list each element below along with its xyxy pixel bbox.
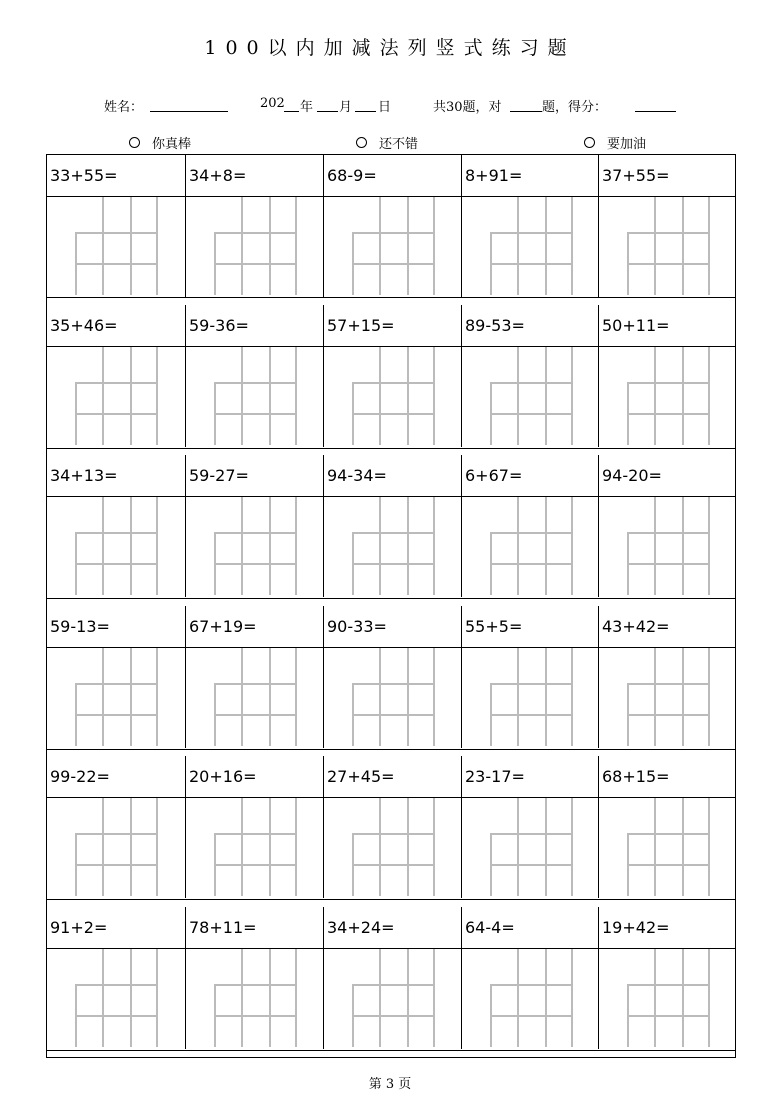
grid-line — [75, 232, 158, 234]
grid-line — [214, 683, 297, 685]
problem-cell — [47, 907, 185, 1049]
grid-line — [433, 648, 435, 746]
problem-text: 50+11= — [602, 316, 670, 335]
vertical-calc-grid[interactable] — [352, 648, 434, 746]
problem-cell — [323, 155, 461, 297]
grid-line — [102, 949, 104, 1047]
problem-text: 94-34= — [327, 466, 387, 485]
rating-option[interactable] — [584, 133, 646, 152]
grid-line — [490, 563, 573, 565]
problem-text: 91+2= — [50, 918, 108, 937]
grid-line — [352, 984, 435, 986]
row-separator — [47, 598, 735, 599]
problem-cell — [598, 455, 736, 597]
grid-line — [708, 648, 710, 746]
grid-line — [517, 197, 519, 295]
grid-line — [156, 197, 158, 295]
grid-line — [708, 949, 710, 1047]
grid-line — [352, 563, 435, 565]
grid-line — [295, 648, 297, 746]
year-blank[interactable] — [284, 111, 299, 112]
vertical-calc-grid[interactable] — [352, 197, 434, 295]
grid-line — [654, 949, 656, 1047]
circle-icon[interactable] — [356, 137, 367, 148]
problem-text: 78+11= — [189, 918, 257, 937]
problem-text: 33+55= — [50, 166, 118, 185]
problem-text: 27+45= — [327, 767, 395, 786]
rating-label: 你真棒 — [152, 137, 192, 152]
grid-line — [682, 648, 684, 746]
problem-cell — [185, 155, 323, 297]
problem-cell — [461, 305, 599, 447]
grid-line — [75, 984, 158, 986]
vertical-calc-grid[interactable] — [627, 798, 709, 896]
problem-cell — [323, 756, 461, 898]
problem-cell — [323, 305, 461, 447]
grid-line — [352, 232, 435, 234]
problem-cell — [598, 155, 736, 297]
problem-text: 55+5= — [465, 617, 523, 636]
grid-line — [517, 798, 519, 896]
grid-line — [571, 347, 573, 445]
correct-count-blank[interactable] — [510, 111, 542, 112]
grid-line — [379, 949, 381, 1047]
problem-text: 34+13= — [50, 466, 118, 485]
day-label: 日 — [378, 100, 392, 115]
grid-line — [75, 864, 158, 866]
grid-line — [654, 798, 656, 896]
grid-line — [75, 563, 158, 565]
grid-line — [545, 347, 547, 445]
grid-line — [490, 864, 573, 866]
grid-line — [571, 197, 573, 295]
grid-line — [379, 648, 381, 746]
grid-line — [545, 197, 547, 295]
grid-line — [241, 347, 243, 445]
problem-cell — [461, 455, 599, 597]
vertical-calc-grid[interactable] — [490, 497, 572, 595]
vertical-calc-grid[interactable] — [490, 347, 572, 445]
grid-line — [627, 714, 710, 716]
vertical-calc-grid[interactable] — [627, 648, 709, 746]
problem-cell — [461, 606, 599, 748]
student-info-row — [0, 96, 780, 116]
problem-cell — [47, 455, 185, 597]
vertical-calc-grid[interactable] — [352, 949, 434, 1047]
grid-line — [682, 949, 684, 1047]
grid-line — [708, 497, 710, 595]
grid-line — [545, 497, 547, 595]
problem-row — [47, 907, 735, 1049]
grid-line — [241, 798, 243, 896]
grid-line — [407, 197, 409, 295]
grid-line — [352, 413, 435, 415]
grid-line — [295, 347, 297, 445]
grid-line — [130, 347, 132, 445]
grid-line — [352, 1015, 435, 1017]
month-blank[interactable] — [317, 111, 338, 112]
grid-line — [654, 497, 656, 595]
problem-cell — [598, 907, 736, 1049]
grid-line — [130, 798, 132, 896]
grid-line — [75, 532, 158, 534]
problem-row — [47, 606, 735, 748]
grid-line — [407, 347, 409, 445]
vertical-calc-grid[interactable] — [214, 949, 296, 1047]
grid-line — [545, 949, 547, 1047]
problem-text: 89-53= — [465, 316, 525, 335]
problem-cell — [323, 455, 461, 597]
problem-row — [47, 305, 735, 447]
grid-line — [214, 864, 297, 866]
grid-line — [130, 497, 132, 595]
grid-line — [269, 347, 271, 445]
score-blank[interactable] — [635, 111, 676, 112]
grid-line — [214, 232, 297, 234]
rating-label: 还不错 — [379, 137, 419, 152]
row-separator — [47, 297, 735, 298]
grid-line — [130, 648, 132, 746]
grid-line — [214, 984, 297, 986]
vertical-calc-grid[interactable] — [75, 798, 157, 896]
problem-row — [47, 756, 735, 898]
page-number: 第 3 页 — [368, 1077, 412, 1092]
grid-line — [102, 798, 104, 896]
row-separator — [47, 899, 735, 900]
problem-text: 8+91= — [465, 166, 523, 185]
circle-icon[interactable] — [584, 137, 595, 148]
grid-line — [517, 949, 519, 1047]
year-prefix: 202 — [260, 96, 285, 111]
grid-line — [241, 949, 243, 1047]
grid-line — [627, 263, 710, 265]
problem-text: 57+15= — [327, 316, 395, 335]
vertical-calc-grid[interactable] — [75, 197, 157, 295]
problem-cell — [47, 606, 185, 748]
rating-row — [0, 133, 780, 153]
grid-line — [490, 382, 573, 384]
problem-cell — [461, 756, 599, 898]
rating-label: 要加油 — [607, 137, 647, 152]
problem-cell — [598, 305, 736, 447]
grid-line — [627, 683, 710, 685]
grid-line — [708, 798, 710, 896]
grid-line — [156, 798, 158, 896]
problem-text: 94-20= — [602, 466, 662, 485]
problem-cell — [47, 155, 185, 297]
name-label: 姓名： — [104, 100, 144, 115]
grid-line — [75, 714, 158, 716]
problem-text: 34+24= — [327, 918, 395, 937]
problem-text: 99-22= — [50, 767, 110, 786]
grid-line — [571, 798, 573, 896]
vertical-calc-grid[interactable] — [214, 497, 296, 595]
day-blank[interactable] — [355, 111, 376, 112]
grid-line — [102, 648, 104, 746]
grid-line — [682, 798, 684, 896]
grid-line — [156, 648, 158, 746]
month-label: 月 — [339, 100, 353, 115]
problem-text: 68-9= — [327, 166, 377, 185]
grid-line — [352, 532, 435, 534]
grid-line — [433, 949, 435, 1047]
rating-option[interactable] — [356, 133, 418, 152]
vertical-calc-grid[interactable] — [627, 497, 709, 595]
problem-cell — [323, 606, 461, 748]
grid-line — [295, 798, 297, 896]
row-separator — [47, 1050, 735, 1051]
grid-line — [379, 497, 381, 595]
grid-line — [241, 648, 243, 746]
grid-line — [490, 714, 573, 716]
grid-line — [627, 864, 710, 866]
vertical-calc-grid[interactable] — [75, 497, 157, 595]
grid-line — [433, 497, 435, 595]
grid-line — [682, 347, 684, 445]
problem-text: 34+8= — [189, 166, 247, 185]
score-label: 题，得分： — [542, 100, 608, 115]
problem-text: 6+67= — [465, 466, 523, 485]
grid-line — [102, 347, 104, 445]
year-label: 年 — [300, 100, 314, 115]
problem-cell — [47, 756, 185, 898]
grid-line — [269, 949, 271, 1047]
problem-cell — [461, 907, 599, 1049]
grid-line — [352, 382, 435, 384]
grid-line — [379, 197, 381, 295]
grid-line — [295, 497, 297, 595]
problem-cell — [185, 907, 323, 1049]
problem-cell — [461, 155, 599, 297]
problem-text: 90-33= — [327, 617, 387, 636]
grid-line — [654, 347, 656, 445]
vertical-calc-grid[interactable] — [352, 798, 434, 896]
grid-line — [682, 197, 684, 295]
vertical-calc-grid[interactable] — [75, 347, 157, 445]
problem-cell — [598, 606, 736, 748]
grid-line — [241, 197, 243, 295]
grid-line — [352, 864, 435, 866]
problem-cell — [598, 756, 736, 898]
vertical-calc-grid[interactable] — [75, 949, 157, 1047]
grid-line — [130, 197, 132, 295]
vertical-calc-grid[interactable] — [490, 197, 572, 295]
grid-line — [295, 949, 297, 1047]
grid-line — [627, 413, 710, 415]
grid-line — [379, 347, 381, 445]
grid-line — [407, 497, 409, 595]
grid-line — [545, 648, 547, 746]
total-label: 共30题，对 — [433, 100, 502, 115]
grid-line — [708, 197, 710, 295]
grid-line — [130, 949, 132, 1047]
grid-line — [269, 197, 271, 295]
grid-line — [214, 833, 297, 835]
grid-line — [571, 949, 573, 1047]
grid-line — [490, 532, 573, 534]
problem-cell — [185, 606, 323, 748]
problem-text: 23-17= — [465, 767, 525, 786]
grid-line — [102, 197, 104, 295]
problem-cell — [323, 907, 461, 1049]
grid-line — [75, 1015, 158, 1017]
grid-line — [433, 347, 435, 445]
vertical-calc-grid[interactable] — [214, 197, 296, 295]
grid-line — [214, 1015, 297, 1017]
grid-line — [490, 263, 573, 265]
grid-line — [517, 648, 519, 746]
grid-line — [654, 197, 656, 295]
grid-line — [433, 798, 435, 896]
problem-text: 35+46= — [50, 316, 118, 335]
grid-line — [214, 563, 297, 565]
grid-line — [571, 648, 573, 746]
vertical-calc-grid[interactable] — [214, 798, 296, 896]
vertical-calc-grid[interactable] — [627, 197, 709, 295]
problem-text: 37+55= — [602, 166, 670, 185]
grid-line — [75, 413, 158, 415]
grid-line — [156, 347, 158, 445]
grid-line — [214, 532, 297, 534]
rating-option[interactable] — [129, 133, 191, 152]
problem-text: 64-4= — [465, 918, 515, 937]
grid-line — [269, 798, 271, 896]
grid-line — [490, 232, 573, 234]
vertical-calc-grid[interactable] — [490, 949, 572, 1047]
vertical-calc-grid[interactable] — [352, 347, 434, 445]
problem-row — [47, 155, 735, 297]
grid-line — [75, 263, 158, 265]
grid-line — [708, 347, 710, 445]
vertical-calc-grid[interactable] — [214, 648, 296, 746]
grid-line — [517, 497, 519, 595]
grid-line — [407, 798, 409, 896]
grid-line — [627, 1015, 710, 1017]
problem-row — [47, 455, 735, 597]
problem-text: 59-27= — [189, 466, 249, 485]
problem-cell — [185, 455, 323, 597]
problem-cell — [47, 305, 185, 447]
problem-text: 59-13= — [50, 617, 110, 636]
grid-line — [490, 984, 573, 986]
grid-line — [269, 497, 271, 595]
grid-line — [490, 833, 573, 835]
problem-cell — [185, 305, 323, 447]
row-separator — [47, 448, 735, 449]
grid-line — [627, 382, 710, 384]
grid-line — [490, 683, 573, 685]
grid-line — [102, 497, 104, 595]
problem-text: 59-36= — [189, 316, 249, 335]
grid-line — [571, 497, 573, 595]
grid-line — [214, 263, 297, 265]
grid-line — [627, 232, 710, 234]
vertical-calc-grid[interactable] — [490, 648, 572, 746]
grid-line — [627, 532, 710, 534]
vertical-calc-grid[interactable] — [352, 497, 434, 595]
grid-line — [214, 382, 297, 384]
grid-line — [352, 714, 435, 716]
grid-line — [269, 648, 271, 746]
page-title: 100以内加减法列竖式练习题 — [204, 37, 576, 59]
circle-icon[interactable] — [129, 137, 140, 148]
grid-line — [545, 798, 547, 896]
grid-line — [379, 798, 381, 896]
grid-line — [156, 949, 158, 1047]
grid-line — [352, 683, 435, 685]
grid-line — [352, 263, 435, 265]
grid-line — [627, 984, 710, 986]
grid-line — [654, 648, 656, 746]
grid-line — [156, 497, 158, 595]
problem-text: 67+19= — [189, 617, 257, 636]
grid-line — [627, 833, 710, 835]
vertical-calc-grid[interactable] — [627, 949, 709, 1047]
grid-line — [295, 197, 297, 295]
vertical-calc-grid[interactable] — [490, 798, 572, 896]
problem-grid — [46, 154, 736, 1058]
problem-text: 20+16= — [189, 767, 257, 786]
grid-line — [682, 497, 684, 595]
name-blank[interactable] — [150, 111, 228, 112]
grid-line — [517, 347, 519, 445]
grid-line — [214, 714, 297, 716]
grid-line — [75, 833, 158, 835]
problem-cell — [185, 756, 323, 898]
grid-line — [407, 648, 409, 746]
grid-line — [241, 497, 243, 595]
problem-text: 19+42= — [602, 918, 670, 937]
grid-line — [352, 833, 435, 835]
grid-line — [490, 413, 573, 415]
row-separator — [47, 749, 735, 750]
grid-line — [214, 413, 297, 415]
vertical-calc-grid[interactable] — [75, 648, 157, 746]
vertical-calc-grid[interactable] — [627, 347, 709, 445]
problem-text: 43+42= — [602, 617, 670, 636]
grid-line — [627, 563, 710, 565]
vertical-calc-grid[interactable] — [214, 347, 296, 445]
problem-text: 68+15= — [602, 767, 670, 786]
grid-line — [75, 683, 158, 685]
grid-line — [75, 382, 158, 384]
grid-line — [490, 1015, 573, 1017]
grid-line — [433, 197, 435, 295]
grid-line — [407, 949, 409, 1047]
